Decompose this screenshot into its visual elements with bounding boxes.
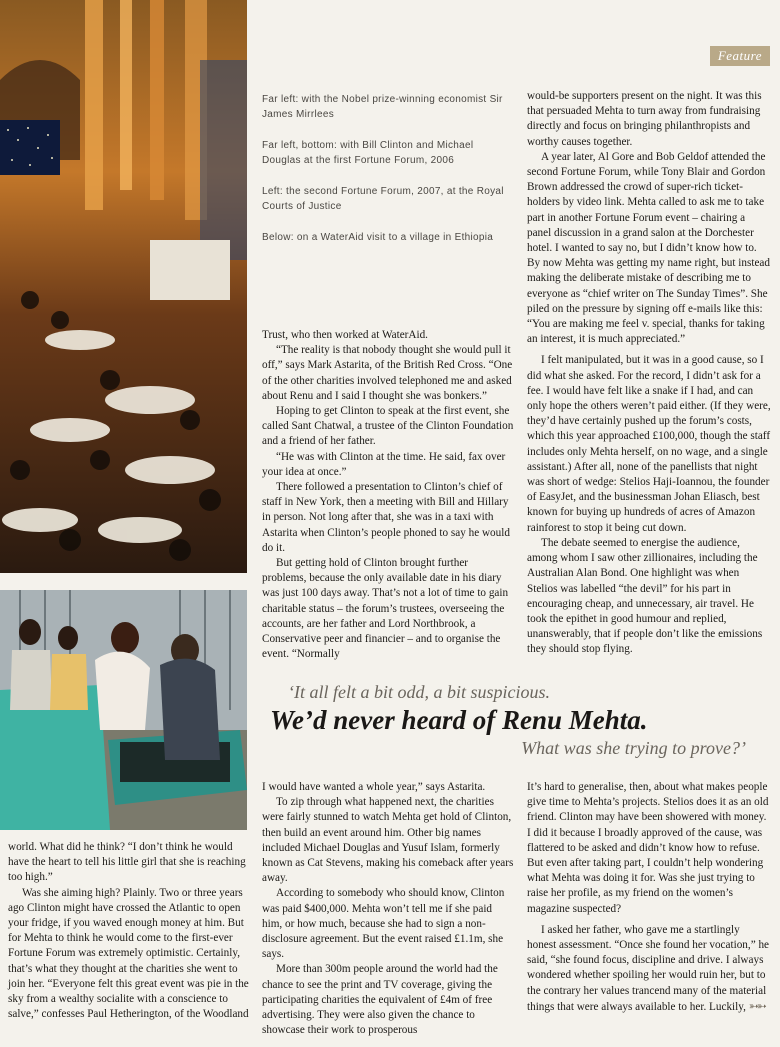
caption: Far left, bottom: with Bill Clinton and Michael Douglas at the first Fortune Forum, 2006 — [262, 140, 474, 166]
paragraph: Hoping to get Clinton to speak at the first event, she called Sant Chatwal, a trustee of the Clinton Foundation and a friend of her father. — [262, 405, 514, 448]
paragraph: would-be supporters present on the night. It was this that persuaded Mehta to turn away from fundraising directly and focus on bringing philanthropists and worthy causes together. — [527, 90, 762, 148]
paragraph: “He was with Clinton at the time. He said, fax over your idea at once.” — [262, 450, 506, 478]
caption: Far left: with the Nobel prize-winning economist Sir James Mirrlees — [262, 94, 503, 120]
pull-quote-line-3: What was she trying to prove?’ — [521, 738, 746, 758]
paragraph — [527, 923, 771, 1015]
paragraph: There followed a presentation to Clinton’s chief of staff in New York, then a meeting with Bill and Hillary in person. Not long after that, she was in a taxi with Astarita when Clinton’s people phoned to say he would do it. — [262, 481, 510, 554]
pull-quote — [270, 682, 770, 759]
section-tag: Feature — [710, 46, 770, 66]
paragraph: “The reality is that nobody thought she would pull it off,” says Mark Astarita, of the British Red Cross. “One of the other charities involved telephoned me and asked about Renu and I said I thought she was bonkers.” — [262, 344, 513, 402]
photo-captions — [262, 92, 512, 261]
pull-quote-line-1: ‘It all felt a bit odd, a bit suspicious. — [288, 682, 550, 702]
paragraph: I felt manipulated, but it was in a good cause, so I did what she asked. For the record, I didn’t ask for a fee. I would have felt like a snake if I had, and can only hope the others weren’t paid either. (If they were, they’d have certainly pushed up the forum’s costs, which this year approached £100,000, though the staff includes only Mehta herself, on no wage, and a single assistant.) After all, none of the panellists that night was short of wedge: Stelios Haji-Ioannou, the founder of EasyJet, and the businessman Johan Eliasch, best known for buying up hundreds of acres of Amazon rainforest to stop it being cut down. — [527, 354, 771, 534]
paragraph-text: I asked her father, who gave me a startlingly honest assessment. “Once she found her vocation,” he said, “she found focus, discipline and drive. I always wondered whether spoiling her would ruin her, but to the contrary her values trancend many of the material things that were always available to her. Luckily, — [527, 923, 770, 1013]
paragraph: The debate seemed to energise the audience, among whom I saw other zillionaires, including the Australian Alan Bond. One highlight was when Stelios was labelled “the devil” for his part in encouraging cheap, and unnecessary, air travel. He took the epithet in good humour and replied, unanswerably, that if people don’t like the emissions they should stop flying. — [527, 536, 763, 656]
paragraph: To zip through what happened next, the charities were fairly stunned to watch Mehta get hold of Clinton, then build an event around him. Other big names included Michael Douglas and Yusuf Islam, formerly known as Cat Stevens, making his comeback after years away. — [262, 796, 514, 885]
paragraph: I would have wanted a whole year,” says Astarita. — [262, 781, 486, 793]
caption: Left: the second Fortune Forum, 2007, at the Royal Courts of Justice — [262, 186, 504, 212]
article-column-middle-bottom — [262, 780, 515, 1038]
pull-quote-line-2: We’d never heard of Renu Mehta. — [270, 705, 648, 735]
article-column-right-bottom — [527, 780, 771, 1015]
caption: Below: on a WaterAid visit to a village in Ethiopia — [262, 232, 494, 243]
gala-dinner-photo — [0, 0, 247, 573]
paragraph: Trust, who then worked at WaterAid. — [262, 329, 428, 341]
article-column-middle-top — [262, 328, 515, 662]
article-column-left-bottom — [8, 840, 250, 1022]
continue-arrow-icon: ➳➳ — [748, 998, 765, 1013]
paragraph: It’s hard to generalise, then, about what makes people give time to Mehta’s projects. Stelios does it as an old friend. Clinton may have been showered with money. I did it because I broadly approved of the cause, was flattered to be asked and didn’t know how to refuse. But even after taking part, I couldn’t help wondering what Mehta was doing it for. Was she just trying to raise her profile, as my friend on the women’s magazine suspected? — [527, 781, 769, 915]
article-column-right-top — [527, 89, 771, 658]
paragraph: Was she aiming high? Plainly. Two or three years ago Clinton might have crossed the Atlantic to open your fridge, if you waved enough money at him. But for Mehta to think he would come to the first-ever Fortune Forum was extremely optimistic. Certainly, that’s what they thought at the charities she went to join her. “Everyone felt this great event was pie in the sky from a wealthy socialite with a conscience to salve,” confesses Paul Hetherington, of the Woodland — [8, 886, 249, 1021]
paragraph: More than 300m people around the world had the chance to see the print and TV coverage, giving the participating charities the equivalent of £4m of free advertising. They were also given the chance to showcase their work to prosperous — [262, 963, 498, 1037]
paragraph: world. What did he think? “I don’t think he would have the heart to tell his little girl that she is reaching too high.” — [8, 841, 246, 884]
paragraph: A year later, Al Gore and Bob Geldof attended the second Fortune Forum, while Tony Blair and Gordon Brown addressed the crowd of super-rich ticket-holders by video link. Mehta called to ask me to take part in another Fortune Forum event – chairing a panel discussion in a grand salon at the Dorchester hotel. I wanted to say no, but I didn’t know how to. By now Mehta was getting my name right, but instead making the deliberate mistake of describing me to everyone as “chief writer on The Sunday Times”. She piled on the pressure by signing off e-mails like this: “You are making me feel v. special, thanks for taking an interest, it is much appreciated.” — [527, 150, 770, 346]
paragraph: But getting hold of Clinton brought further problems, because the only available date in his diary was just 100 days away. That’s not a lot of time to gain charitable status – the forum’s trustees, overseeing the accounts, are her father and Lord Northbrook, a Conservative peer and financier – and to organise the event. “Normally — [262, 557, 509, 661]
paragraph: According to somebody who should know, Clinton was paid $400,000. Mehta won’t tell me if she paid him, or how much, because she had to sign a non-disclosure agreement. But the event raised £1.1m, she says. — [262, 887, 505, 961]
village-visit-photo — [0, 590, 247, 830]
